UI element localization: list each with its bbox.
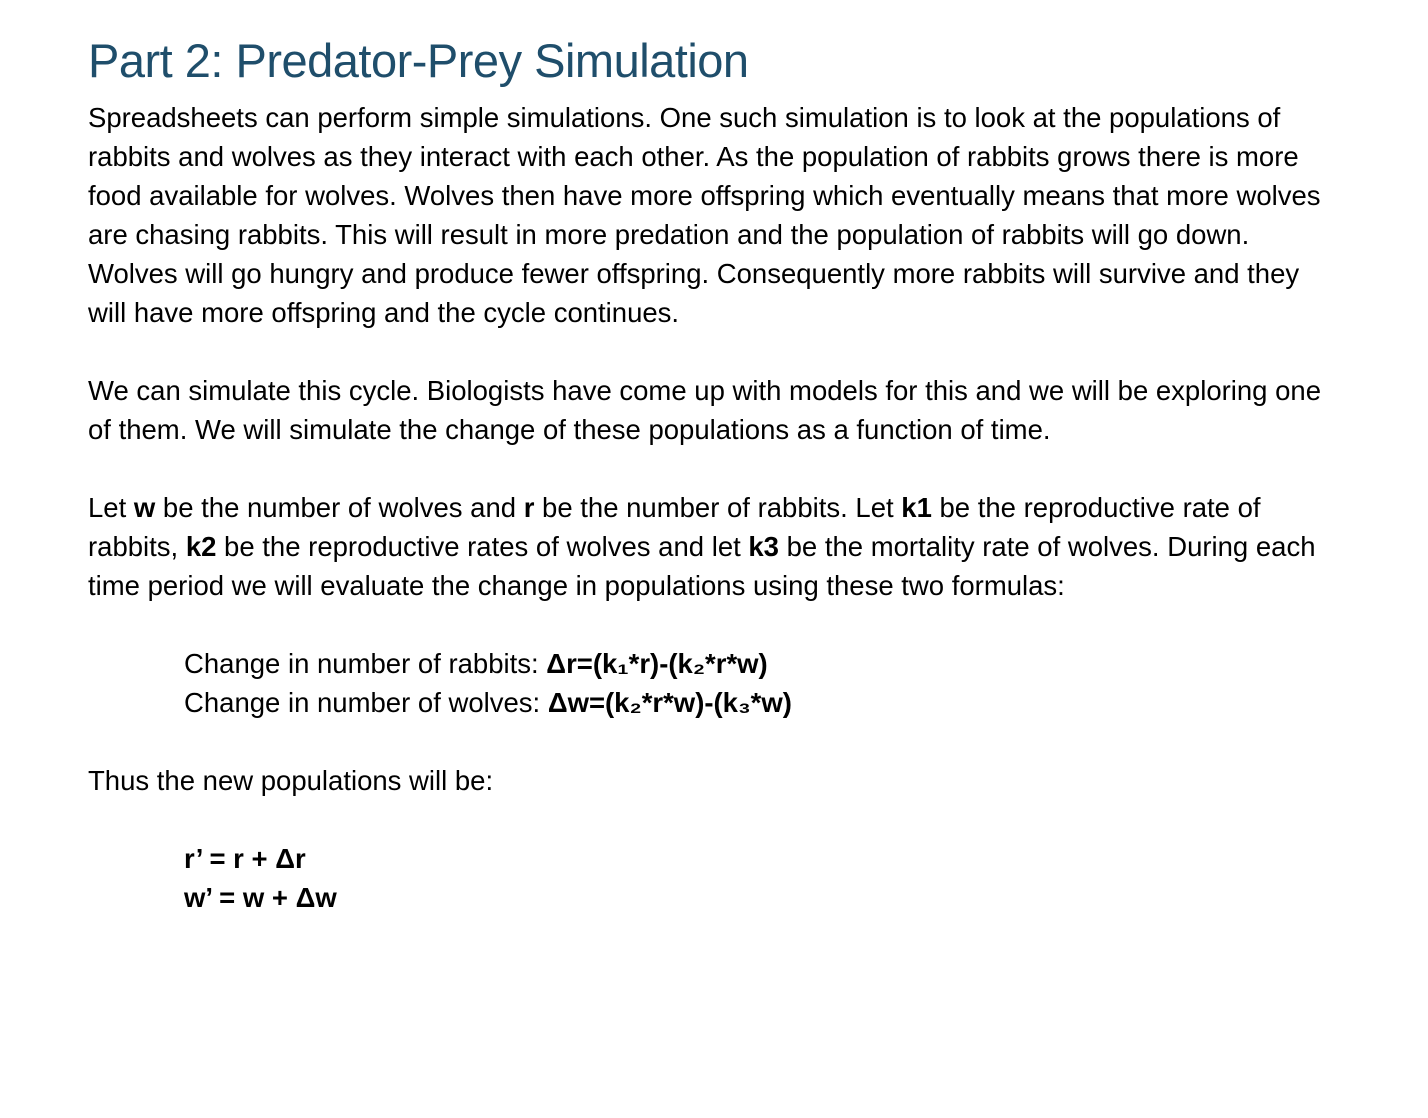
text-run: Let [88, 492, 134, 523]
simulation-paragraph: We can simulate this cycle. Biologists have come up with models for this and we will be exploring one of them. We will simulate the change of these populations as a function of time. [88, 375, 1322, 445]
change-formulas [88, 644, 1338, 722]
text-run: be the number of rabbits. Let [534, 492, 902, 523]
intro-paragraph: Spreadsheets can perform simple simulations. One such simulation is to look at the populations of rabbits and wolves as they interact with each other. As the population of rabbits grows there is more food available for wolves. Wolves then have more offspring which eventually means that more wolves are chasing rabbits. This will result in more predation and the population of rabbits will go down. Wolves will go hungry and produce fewer offspring. Consequently more rabbits will survive and they will have more offspring and the cycle continues. [88, 102, 1321, 328]
document-page [88, 30, 1338, 917]
variable-k2: k2 [185, 531, 217, 562]
new-population-formulas [88, 839, 1338, 917]
page-title: Part 2: Predator-Prey Simulation [88, 34, 749, 87]
formula-expression: Δw=(k₂*r*w)-(k₃*w) [547, 687, 792, 718]
text-run: be the reproductive rate of rabbits, [88, 492, 1261, 562]
new-populations-paragraph: Thus the new populations will be: [88, 765, 494, 796]
text-run: be the mortality rate of wolves. During each time period we will evaluate the change in populations using these two formulas: [88, 531, 1316, 601]
spacer [88, 605, 1338, 644]
variable-r: r [523, 492, 535, 523]
variable-w: w [133, 492, 156, 523]
text-run: be the reproductive rates of wolves and let [216, 531, 749, 562]
spacer [88, 449, 1338, 488]
spacer [88, 800, 1338, 839]
formula-expression: Δr=(k₁*r)-(k₂*r*w) [546, 648, 768, 679]
formula-expression: r’ = r + Δr [184, 843, 306, 874]
spacer [88, 332, 1338, 371]
variable-k3: k3 [748, 531, 779, 562]
formula-label: Change in number of wolves: [184, 687, 548, 718]
spacer [88, 722, 1338, 761]
text-run: be the number of wolves and [155, 492, 524, 523]
rabbit-change-formula [184, 644, 1338, 683]
formula-expression: w’ = w + Δw [184, 882, 337, 913]
wolf-change-formula [184, 683, 1338, 722]
variables-paragraph [88, 488, 1338, 605]
formula-label: Change in number of rabbits: [184, 648, 547, 679]
new-wolf-formula [184, 878, 1338, 917]
new-rabbit-formula [184, 839, 1338, 878]
variable-k1: k1 [901, 492, 932, 523]
